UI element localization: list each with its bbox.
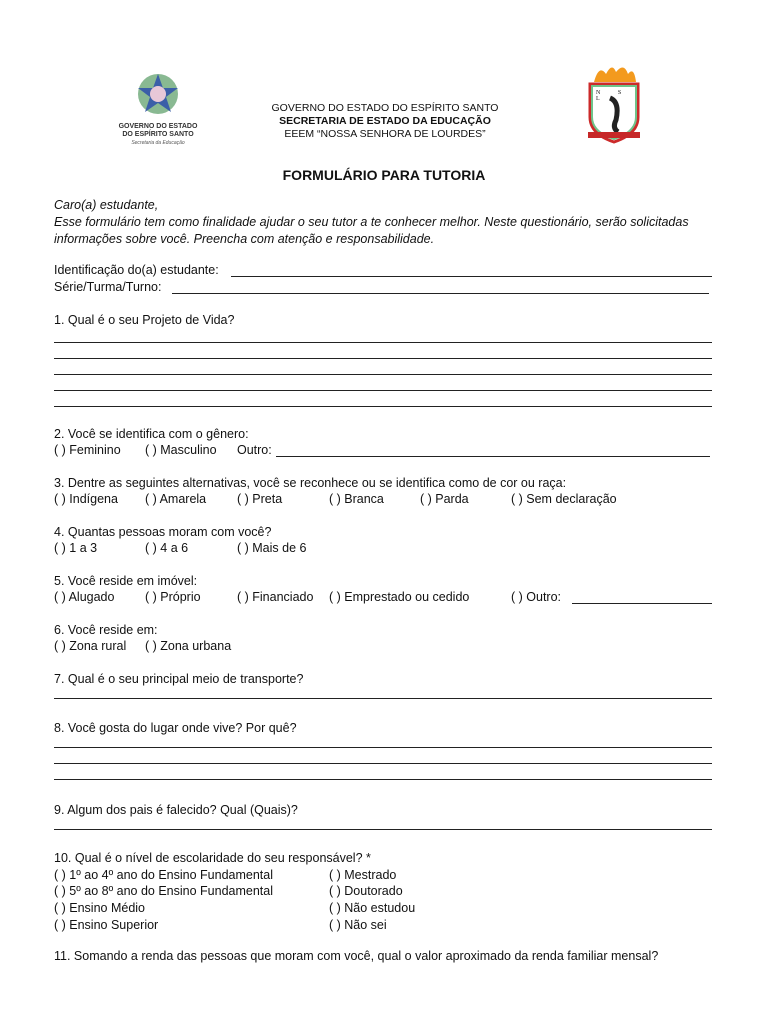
option-feminino[interactable]: ( ) Feminino — [54, 443, 121, 457]
option-emprestado[interactable]: ( ) Emprestado ou cedido — [329, 590, 470, 604]
option-ensino-medio[interactable]: ( ) Ensino Médio — [54, 901, 146, 915]
option-financiado[interactable]: ( ) Financiado — [237, 590, 314, 604]
answer-line[interactable] — [54, 698, 712, 699]
answer-line[interactable] — [54, 406, 712, 407]
option-outro[interactable]: ( ) Outro: — [511, 590, 562, 604]
option-alugado[interactable]: ( ) Alugado — [54, 590, 115, 604]
answer-line[interactable] — [54, 390, 712, 391]
gov-logo-text-3: Secretaria da Educação — [131, 140, 185, 146]
option-nao-sei[interactable]: ( ) Não sei — [329, 918, 387, 932]
answer-line[interactable] — [54, 779, 712, 780]
gov-logo-text-1: GOVERNO DO ESTADO — [118, 123, 198, 130]
option-mais-de-6[interactable]: ( ) Mais de 6 — [237, 541, 307, 555]
header-line-2: SECRETARIA DE ESTADO DA EDUCAÇÃO — [279, 115, 491, 127]
question-3: 3. Dentre as seguintes alternativas, você se reconhece ou se identifica como de cor ou raça: — [54, 476, 567, 490]
option-amarela[interactable]: ( ) Amarela — [145, 492, 207, 506]
answer-line[interactable] — [54, 342, 712, 343]
housing-other-field[interactable] — [572, 603, 712, 604]
question-11: 11. Somando a renda das pessoas que moram com você, qual o valor aproximado da renda familiar mensal? — [54, 949, 659, 963]
option-fund-1-4[interactable]: ( ) 1º ao 4º ano do Ensino Fundamental — [54, 868, 273, 882]
question-10: 10. Qual é o nível de escolaridade do seu responsável? * — [54, 851, 371, 865]
student-id-field[interactable] — [231, 276, 712, 277]
question-1: 1. Qual é o seu Projeto de Vida? — [54, 313, 235, 327]
option-preta[interactable]: ( ) Preta — [237, 492, 283, 506]
answer-line[interactable] — [54, 829, 712, 830]
option-proprio[interactable]: ( ) Próprio — [145, 590, 201, 604]
option-masculino[interactable]: ( ) Masculino — [145, 443, 217, 457]
option-parda[interactable]: ( ) Parda — [420, 492, 469, 506]
question-4: 4. Quantas pessoas moram com você? — [54, 525, 272, 539]
option-outro-label: Outro: — [237, 443, 272, 457]
state-coat-of-arms-logo — [118, 68, 198, 150]
gov-logo-text-2: DO ESPÍRITO SANTO — [122, 131, 194, 138]
option-doutorado[interactable]: ( ) Doutorado — [329, 884, 403, 898]
option-sem-declaracao[interactable]: ( ) Sem declaração — [511, 492, 617, 506]
header-line-1: GOVERNO DO ESTADO DO ESPÍRITO SANTO — [271, 102, 499, 114]
question-7: 7. Qual é o seu principal meio de transporte? — [54, 672, 304, 686]
question-8: 8. Você gosta do lugar onde vive? Por quê? — [54, 721, 297, 735]
option-ensino-superior[interactable]: ( ) Ensino Superior — [54, 918, 159, 932]
option-mestrado[interactable]: ( ) Mestrado — [329, 868, 397, 882]
option-fund-5-8[interactable]: ( ) 5º ao 8º ano do Ensino Fundamental — [54, 884, 273, 898]
intro-line-1: Esse formulário tem como finalidade ajudar o seu tutor a te conhecer melhor. Neste questionário, serão solicitadas — [54, 215, 689, 229]
school-logo-letters: N S L — [596, 90, 630, 102]
question-2: 2. Você se identifica com o gênero: — [54, 427, 249, 441]
header-line-3: EEEM “NOSSA SENHORA DE LOURDES” — [284, 128, 486, 140]
form-title: FORMULÁRIO PARA TUTORIA — [282, 167, 486, 183]
school-crest-logo — [584, 62, 644, 146]
option-1-a-3[interactable]: ( ) 1 a 3 — [54, 541, 98, 555]
intro-greeting: Caro(a) estudante, — [54, 198, 159, 212]
serie-field[interactable] — [172, 293, 709, 294]
question-9: 9. Algum dos pais é falecido? Qual (Quais)? — [54, 803, 298, 817]
option-nao-estudou[interactable]: ( ) Não estudou — [329, 901, 416, 915]
question-6: 6. Você reside em: — [54, 623, 158, 637]
serie-label: Série/Turma/Turno: — [54, 280, 162, 294]
option-zona-rural[interactable]: ( ) Zona rural — [54, 639, 127, 653]
answer-line[interactable] — [54, 358, 712, 359]
answer-line[interactable] — [54, 374, 712, 375]
option-branca[interactable]: ( ) Branca — [329, 492, 384, 506]
question-5: 5. Você reside em imóvel: — [54, 574, 198, 588]
intro-line-2: informações sobre você. Preencha com atenção e responsabilidade. — [54, 232, 435, 246]
option-indigena[interactable]: ( ) Indígena — [54, 492, 118, 506]
student-id-label: Identificação do(a) estudante: — [54, 263, 219, 277]
gender-other-field[interactable] — [276, 456, 710, 457]
option-zona-urbana[interactable]: ( ) Zona urbana — [145, 639, 232, 653]
answer-line[interactable] — [54, 747, 712, 748]
option-4-a-6[interactable]: ( ) 4 a 6 — [145, 541, 189, 555]
answer-line[interactable] — [54, 763, 712, 764]
